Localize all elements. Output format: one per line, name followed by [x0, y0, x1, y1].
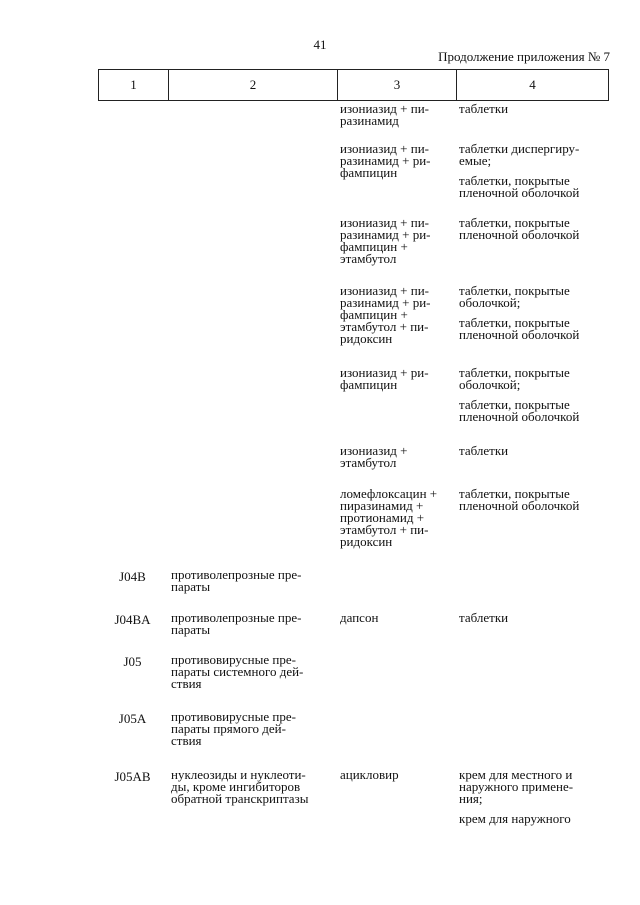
atc-code — [98, 103, 167, 143]
atc-code: J05 — [123, 654, 142, 669]
atc-code: J04B — [119, 569, 146, 584]
drug-name — [336, 711, 455, 769]
header-col-2: 2 — [168, 70, 337, 100]
dosage-forms — [455, 445, 609, 488]
header-col-1: 1 — [130, 77, 137, 92]
atc-code — [98, 143, 167, 217]
table-header — [98, 69, 609, 101]
drug-name: дапсон — [340, 610, 379, 625]
dosage-form: крем для местного и наружного примене- ния; — [459, 767, 574, 806]
dosage-form: таблетки, покрытые оболочкой; — [459, 365, 570, 392]
table-row — [98, 569, 609, 612]
atc-group — [167, 285, 336, 367]
dosage-form: таблетки, покрытые пленочной оболочкой — [459, 486, 580, 513]
atc-group — [167, 103, 336, 143]
drug-name: изониазид + ри- фампицин — [340, 365, 429, 392]
table-row — [98, 367, 609, 445]
atc-group — [167, 143, 336, 217]
atc-code — [98, 445, 167, 488]
dosage-form: таблетки, покрытые пленочной оболочкой — [459, 215, 580, 242]
dosage-form: таблетки, покрытые оболочкой; — [459, 283, 570, 310]
dosage-form: таблетки, покрытые пленочной оболочкой — [459, 315, 580, 342]
drug-name: изониазид + этамбутол — [340, 443, 408, 470]
dosage-forms — [455, 143, 609, 217]
dosage-form: таблетки — [459, 101, 509, 116]
header-col-4: 4 — [456, 70, 608, 100]
atc-code: J05AB — [114, 769, 151, 784]
drug-name: ломефлоксацин + пиразинамид + протионамид + этамбутол + пи- ридоксин — [340, 486, 438, 549]
dosage-form: крем для наружного — [459, 811, 571, 826]
header-col-3: 3 — [337, 70, 456, 100]
atc-code — [98, 488, 167, 569]
dosage-forms — [455, 612, 609, 654]
atc-group: противолепрозные пре- параты — [171, 610, 302, 637]
dosage-forms — [455, 217, 609, 285]
drug-name: ацикловир — [340, 767, 399, 782]
drug-name: изониазид + пи- разинамид + ри- фампицин + этамбутол + пи- ридоксин — [340, 283, 431, 346]
atc-group: нуклеозиды и нуклеоти- ды, кроме ингибиторов обратной транскриптазы — [171, 767, 309, 806]
atc-group — [167, 488, 336, 569]
table-row — [98, 103, 609, 143]
dosage-forms — [455, 711, 609, 769]
dosage-forms — [455, 285, 609, 367]
table-row — [98, 445, 609, 488]
atc-group — [167, 445, 336, 488]
atc-code — [98, 217, 167, 285]
table-row — [98, 488, 609, 569]
table-body — [98, 103, 609, 839]
atc-group: противолепрозные пре- параты — [171, 567, 302, 594]
atc-group — [167, 217, 336, 285]
dosage-forms — [455, 654, 609, 711]
drug-name: изониазид + пи- разинамид — [340, 101, 429, 128]
drug-name — [336, 569, 455, 612]
page-number: 41 — [313, 37, 327, 52]
continuation-note: Продолжение приложения № 7 — [438, 49, 610, 64]
dosage-forms — [455, 103, 609, 143]
table-row — [98, 612, 609, 654]
dosage-forms — [455, 569, 609, 612]
drug-name — [336, 654, 455, 711]
table-row — [98, 285, 609, 367]
dosage-forms — [455, 769, 609, 839]
table-row — [98, 654, 609, 711]
dosage-form: таблетки — [459, 610, 509, 625]
atc-group — [167, 367, 336, 445]
dosage-form: таблетки диспергиру- емые; — [459, 141, 580, 168]
atc-group: противовирусные пре- параты системного дей- ствия — [171, 652, 304, 691]
drug-name: изониазид + пи- разинамид + ри- фампицин + этамбутол — [340, 215, 431, 266]
dosage-forms — [455, 488, 609, 569]
drug-name: изониазид + пи- разинамид + ри- фампицин — [340, 141, 431, 180]
table-row — [98, 217, 609, 285]
table-row — [98, 769, 609, 839]
table-row — [98, 143, 609, 217]
dosage-form: таблетки — [459, 443, 509, 458]
dosage-form: таблетки, покрытые пленочной оболочкой — [459, 397, 580, 424]
atc-code — [98, 367, 167, 445]
dosage-form: таблетки, покрытые пленочной оболочкой — [459, 173, 580, 200]
atc-code — [98, 285, 167, 367]
table-row — [98, 711, 609, 769]
dosage-forms — [455, 367, 609, 445]
atc-code: J04BA — [114, 612, 151, 627]
atc-group: противовирусные пре- параты прямого дей- ствия — [171, 709, 296, 748]
atc-code: J05A — [118, 711, 147, 726]
